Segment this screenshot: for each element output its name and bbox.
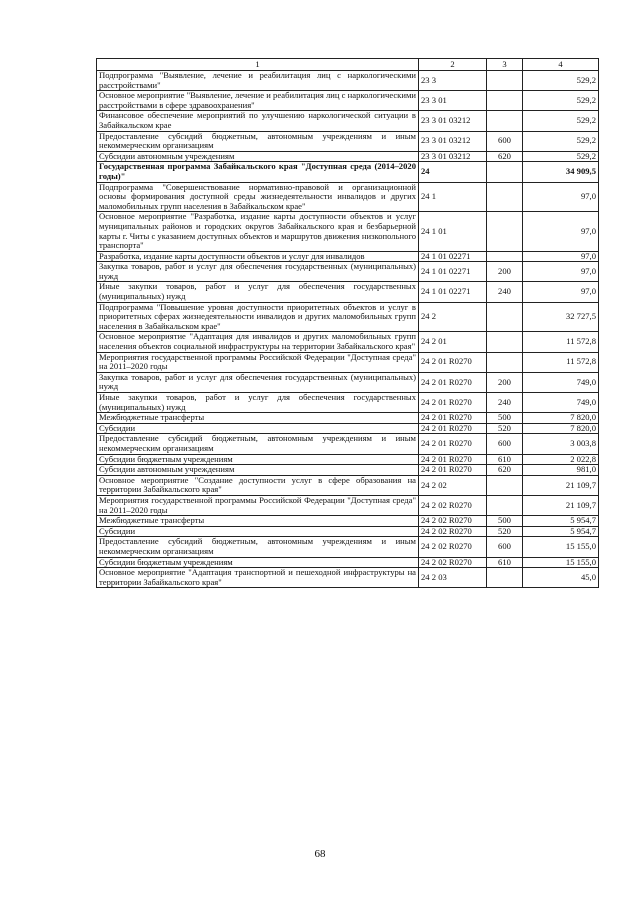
row-code-cell: 24 2 02 R0270 xyxy=(419,516,487,527)
row-expense-type-cell: 520 xyxy=(487,423,523,434)
row-expense-type-cell xyxy=(487,352,523,372)
row-name-cell: Межбюджетные трансферты xyxy=(97,413,419,424)
row-code-cell: 24 2 02 R0270 xyxy=(419,557,487,568)
row-name-cell: Финансовое обеспечение мероприятий по улучшению наркологической ситуации в Забайкальском крае xyxy=(97,111,419,131)
table-row xyxy=(97,332,599,352)
header-col-1: 1 xyxy=(97,59,419,71)
row-code-cell: 24 2 01 R0270 xyxy=(419,372,487,392)
row-name-cell: Субсидии xyxy=(97,423,419,434)
row-sum-cell: 11 572,8 xyxy=(523,332,599,352)
row-code-cell: 24 2 02 R0270 xyxy=(419,495,487,515)
row-sum-cell: 749,0 xyxy=(523,372,599,392)
row-code-cell: 23 3 01 03212 xyxy=(419,151,487,162)
row-name-cell: Иные закупки товаров, работ и услуг для обеспечения государственных (муниципальных) нужд xyxy=(97,393,419,413)
row-name-cell: Основное мероприятие "Разработка, издание карты доступности объектов и услуг муниципальных районов и городских округов Забайкальского края и безбарьерной карты г. Читы с указанием доступных объектов и маршрутов движения низкопольного транспорта" xyxy=(97,212,419,251)
row-sum-cell: 11 572,8 xyxy=(523,352,599,372)
row-code-cell: 24 2 01 R0270 xyxy=(419,423,487,434)
row-sum-cell: 981,0 xyxy=(523,465,599,476)
row-sum-cell: 529,2 xyxy=(523,151,599,162)
row-expense-type-cell xyxy=(487,162,523,182)
header-col-2: 2 xyxy=(419,59,487,71)
table-row xyxy=(97,434,599,454)
row-sum-cell: 529,2 xyxy=(523,131,599,151)
table-row xyxy=(97,454,599,465)
table-row xyxy=(97,131,599,151)
row-name-cell: Подпрограмма "Повышение уровня доступности приоритетных объектов и услуг в приоритетных сферах жизнедеятельности инвалидов и других маломобильных групп населения в Забайкальском крае" xyxy=(97,302,419,332)
row-expense-type-cell: 240 xyxy=(487,282,523,302)
row-expense-type-cell xyxy=(487,182,523,212)
row-name-cell: Государственная программа Забайкальского края "Доступная среда (2014–2020 годы)" xyxy=(97,162,419,182)
row-expense-type-cell: 500 xyxy=(487,516,523,527)
row-sum-cell: 21 109,7 xyxy=(523,495,599,515)
row-name-cell: Субсидии xyxy=(97,526,419,537)
row-sum-cell: 97,0 xyxy=(523,182,599,212)
row-code-cell: 24 2 01 R0270 xyxy=(419,352,487,372)
row-code-cell: 24 1 01 02271 xyxy=(419,251,487,262)
row-expense-type-cell: 620 xyxy=(487,465,523,476)
row-code-cell: 23 3 01 03212 xyxy=(419,111,487,131)
row-name-cell: Предоставление субсидий бюджетным, автономным учреждениям и иным некоммерческим организациям xyxy=(97,434,419,454)
row-name-cell: Основное мероприятие "Создание доступности услуг в сфере образования на территории Забайкальского края" xyxy=(97,475,419,495)
row-name-cell: Субсидии бюджетным учреждениям xyxy=(97,454,419,465)
table-row xyxy=(97,568,599,588)
row-sum-cell: 529,2 xyxy=(523,91,599,111)
row-expense-type-cell xyxy=(487,71,523,91)
header-col-4: 4 xyxy=(523,59,599,71)
row-expense-type-cell xyxy=(487,332,523,352)
row-expense-type-cell: 200 xyxy=(487,262,523,282)
row-expense-type-cell: 500 xyxy=(487,413,523,424)
row-code-cell: 24 2 02 R0270 xyxy=(419,537,487,557)
row-sum-cell: 15 155,0 xyxy=(523,537,599,557)
row-name-cell: Подпрограмма "Совершенствование нормативно-правовой и организационной основы формирования доступной среды жизнедеятельности инвалидов и других маломобильных групп населения в Забайкальском крае" xyxy=(97,182,419,212)
row-sum-cell: 529,2 xyxy=(523,71,599,91)
row-name-cell: Закупка товаров, работ и услуг для обеспечения государственных (муниципальных) нужд xyxy=(97,262,419,282)
row-expense-type-cell: 200 xyxy=(487,372,523,392)
row-name-cell: Разработка, издание карты доступности объектов и услуг для инвалидов xyxy=(97,251,419,262)
page-number: 68 xyxy=(314,848,326,860)
row-code-cell: 24 2 02 R0270 xyxy=(419,526,487,537)
row-code-cell: 24 1 xyxy=(419,182,487,212)
row-name-cell: Основное мероприятие "Адаптация для инвалидов и других маломобильных групп населения объектов социальной инфраструктуры на территории Забайкальского края" xyxy=(97,332,419,352)
table-row xyxy=(97,465,599,476)
row-sum-cell: 45,0 xyxy=(523,568,599,588)
table-row xyxy=(97,162,599,182)
row-name-cell: Предоставление субсидий бюджетным, автономным учреждениям и иным некоммерческим организациям xyxy=(97,131,419,151)
table-row xyxy=(97,282,599,302)
row-code-cell: 24 2 01 xyxy=(419,332,487,352)
header-col-3: 3 xyxy=(487,59,523,71)
row-name-cell: Субсидии автономным учреждениям xyxy=(97,151,419,162)
row-expense-type-cell xyxy=(487,568,523,588)
row-code-cell: 24 2 01 R0270 xyxy=(419,393,487,413)
row-code-cell: 24 2 01 R0270 xyxy=(419,454,487,465)
row-sum-cell: 5 954,7 xyxy=(523,526,599,537)
row-expense-type-cell xyxy=(487,251,523,262)
row-sum-cell: 15 155,0 xyxy=(523,557,599,568)
table-row xyxy=(97,393,599,413)
row-expense-type-cell: 600 xyxy=(487,537,523,557)
row-code-cell: 24 2 01 R0270 xyxy=(419,465,487,476)
table-row xyxy=(97,557,599,568)
row-name-cell: Основное мероприятие "Выявление, лечение и реабилитация лиц с наркологическими расстройствами в сфере здравоохранения" xyxy=(97,91,419,111)
table-row xyxy=(97,71,599,91)
row-expense-type-cell xyxy=(487,212,523,251)
row-sum-cell: 34 909,5 xyxy=(523,162,599,182)
row-expense-type-cell: 600 xyxy=(487,131,523,151)
row-name-cell: Предоставление субсидий бюджетным, автономным учреждениям и иным некоммерческим организациям xyxy=(97,537,419,557)
row-sum-cell: 21 109,7 xyxy=(523,475,599,495)
row-expense-type-cell: 620 xyxy=(487,151,523,162)
budget-table xyxy=(96,58,599,588)
row-code-cell: 24 1 01 02271 xyxy=(419,282,487,302)
row-name-cell: Основное мероприятие "Адаптация транспортной и пешеходной инфраструктуры на территории Забайкальского края" xyxy=(97,568,419,588)
row-expense-type-cell xyxy=(487,495,523,515)
table-row xyxy=(97,212,599,251)
row-code-cell: 24 2 01 R0270 xyxy=(419,434,487,454)
row-name-cell: Подпрограмма "Выявление, лечение и реабилитация лиц с наркологическими расстройствами" xyxy=(97,71,419,91)
table-row xyxy=(97,91,599,111)
row-expense-type-cell xyxy=(487,111,523,131)
row-code-cell: 24 xyxy=(419,162,487,182)
table-row xyxy=(97,151,599,162)
row-name-cell: Закупка товаров, работ и услуг для обеспечения государственных (муниципальных) нужд xyxy=(97,372,419,392)
row-code-cell: 24 2 xyxy=(419,302,487,332)
row-sum-cell: 3 003,8 xyxy=(523,434,599,454)
row-sum-cell: 5 954,7 xyxy=(523,516,599,527)
row-expense-type-cell xyxy=(487,302,523,332)
row-code-cell: 23 3 xyxy=(419,71,487,91)
row-name-cell: Субсидии бюджетным учреждениям xyxy=(97,557,419,568)
table-row xyxy=(97,526,599,537)
row-code-cell: 24 2 03 xyxy=(419,568,487,588)
table-row xyxy=(97,413,599,424)
row-expense-type-cell: 240 xyxy=(487,393,523,413)
row-sum-cell: 97,0 xyxy=(523,262,599,282)
table-row xyxy=(97,182,599,212)
row-code-cell: 24 1 01 xyxy=(419,212,487,251)
row-sum-cell: 97,0 xyxy=(523,251,599,262)
table-header-row xyxy=(97,59,599,71)
table-row xyxy=(97,475,599,495)
row-expense-type-cell: 610 xyxy=(487,557,523,568)
row-sum-cell: 7 820,0 xyxy=(523,413,599,424)
table-row xyxy=(97,251,599,262)
row-code-cell: 24 1 01 02271 xyxy=(419,262,487,282)
row-code-cell: 24 2 02 xyxy=(419,475,487,495)
table-row xyxy=(97,495,599,515)
table-row xyxy=(97,352,599,372)
table-row xyxy=(97,423,599,434)
table-row xyxy=(97,262,599,282)
row-expense-type-cell: 600 xyxy=(487,434,523,454)
table-row xyxy=(97,537,599,557)
table-row xyxy=(97,302,599,332)
row-sum-cell: 7 820,0 xyxy=(523,423,599,434)
table-body xyxy=(97,71,599,588)
row-expense-type-cell: 610 xyxy=(487,454,523,465)
table-row xyxy=(97,516,599,527)
row-name-cell: Мероприятия государственной программы Российской Федерации "Доступная среда" на 2011–2020 годы xyxy=(97,352,419,372)
row-sum-cell: 749,0 xyxy=(523,393,599,413)
row-sum-cell: 529,2 xyxy=(523,111,599,131)
row-expense-type-cell xyxy=(487,91,523,111)
row-code-cell: 24 2 01 R0270 xyxy=(419,413,487,424)
row-sum-cell: 97,0 xyxy=(523,212,599,251)
row-name-cell: Межбюджетные трансферты xyxy=(97,516,419,527)
row-code-cell: 23 3 01 03212 xyxy=(419,131,487,151)
row-expense-type-cell: 520 xyxy=(487,526,523,537)
row-code-cell: 23 3 01 xyxy=(419,91,487,111)
row-name-cell: Субсидии автономным учреждениям xyxy=(97,465,419,476)
row-name-cell: Мероприятия государственной программы Российской Федерации "Доступная среда" на 2011–2020 годы xyxy=(97,495,419,515)
row-sum-cell: 2 022,8 xyxy=(523,454,599,465)
table-row xyxy=(97,372,599,392)
row-name-cell: Иные закупки товаров, работ и услуг для обеспечения государственных (муниципальных) нужд xyxy=(97,282,419,302)
table-row xyxy=(97,111,599,131)
row-sum-cell: 32 727,5 xyxy=(523,302,599,332)
row-sum-cell: 97,0 xyxy=(523,282,599,302)
row-expense-type-cell xyxy=(487,475,523,495)
